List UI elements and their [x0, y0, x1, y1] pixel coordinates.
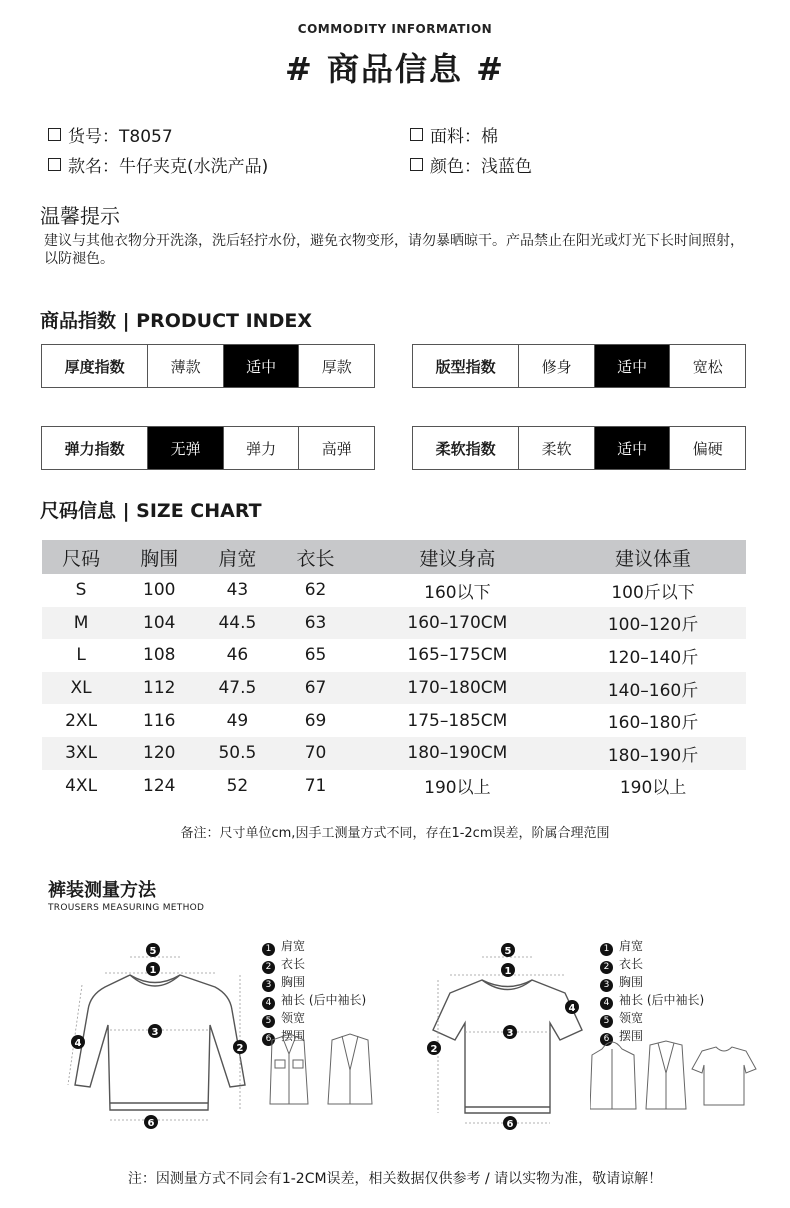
table-row: [42, 607, 746, 640]
size-note: 备注：尺寸单位cm,因手工测量方式不同，存在1-2cm误差，阶属合理范围: [180, 826, 610, 841]
checkbox-icon: [48, 128, 61, 141]
legend-item: 肩宽: [619, 939, 644, 953]
table-cell: 160–170CM: [355, 607, 560, 640]
table-cell: 2XL: [65, 710, 98, 731]
index-option: 宽松: [669, 345, 745, 387]
info-color: [410, 152, 532, 177]
legend-right: 1 肩宽 2 衣长 3 胸围 4 袖长 (后中袖长) 5 领宽 6 摆围: [600, 938, 704, 1046]
table-cell: 69: [304, 710, 327, 731]
table-cell: S: [75, 580, 87, 601]
index-option: 厚款: [298, 345, 374, 387]
legend-item: 胸围: [619, 975, 644, 989]
table-cell: 100–120斤: [560, 607, 746, 640]
table-row: [42, 574, 746, 607]
svg-text:2: 2: [236, 1043, 244, 1054]
index-label: 厚度指数: [64, 357, 125, 376]
sweater-outline: [75, 975, 245, 1110]
svg-text:3: 3: [506, 1028, 514, 1039]
tips-text: 建议与其他衣物分开洗涤，洗后轻拧水份，避免衣物变形，请勿暴晒晾干。产品禁止在阳光或灯光下长时间照射，以防褪色。: [44, 233, 744, 267]
table-cell: 49: [226, 710, 249, 731]
tips-title: 温馨提示: [40, 204, 120, 228]
legend-item: 衣长: [619, 957, 644, 971]
dim-line-4: [68, 985, 82, 1085]
style-text: 款名：牛仔夹克(水洗产品): [68, 157, 269, 177]
table-cell: 160–180斤: [607, 713, 699, 734]
legend-item: 摆围: [619, 1029, 644, 1043]
svg-text:6: 6: [147, 1118, 155, 1129]
table-cell: 112: [120, 672, 198, 705]
svg-text:4: 4: [74, 1038, 82, 1049]
legend-item: 摆围: [281, 1029, 306, 1043]
index-label: 版型指数: [435, 357, 496, 376]
size-col-header: 建议身高: [355, 540, 560, 574]
index-option-selected: 适中: [594, 427, 670, 469]
legend-item: 袖长 (后中袖长): [619, 993, 705, 1007]
index-option: 弹力: [223, 427, 299, 469]
collar-line: [482, 980, 532, 990]
size-table: [42, 540, 746, 802]
index-option-selected: 适中: [223, 345, 299, 387]
size-col-header: 胸围: [120, 540, 198, 574]
index-option-selected: 无弹: [147, 427, 223, 469]
table-row: [42, 639, 746, 672]
collar-line: [130, 975, 180, 986]
table-cell: 100斤以下: [611, 582, 695, 603]
table-row: [42, 672, 746, 705]
table-cell: 116: [143, 710, 176, 731]
table-cell: 140–160斤: [560, 672, 746, 705]
table-cell: 47.5: [198, 672, 276, 705]
measure-title: 裤装测量方法: [48, 880, 156, 901]
index-label: 弹力指数: [64, 439, 125, 458]
measure-subtitle: TROUSERS MEASURING METHOD: [48, 903, 205, 913]
table-cell: 63: [276, 607, 354, 640]
color-text: 颜色：浅蓝色: [430, 157, 532, 177]
table-cell: L: [76, 645, 86, 666]
svg-text:3: 3: [151, 1027, 159, 1038]
item-no-text: 货号：T8057: [68, 127, 173, 147]
info-material: [410, 122, 498, 147]
size-col-header: 建议体重: [560, 540, 746, 574]
table-cell: 120: [120, 737, 198, 770]
size-col-header: 尺码: [42, 540, 120, 574]
checkbox-icon: [410, 128, 423, 141]
index-option: 修身: [518, 345, 594, 387]
table-cell: 70: [276, 737, 354, 770]
table-cell: 180–190CM: [355, 737, 560, 770]
tshirt-outline: [430, 980, 582, 1113]
size-col-header: 衣长: [276, 540, 354, 574]
table-cell: 62: [304, 580, 327, 601]
svg-text:4: 4: [568, 1003, 576, 1014]
svg-text:1: 1: [149, 965, 157, 976]
info-style: [48, 152, 268, 177]
table-cell: 46: [226, 645, 249, 666]
index-option: 薄款: [147, 345, 223, 387]
table-cell: 100: [143, 580, 176, 601]
table-cell: 124: [143, 775, 176, 796]
table-cell: M: [42, 607, 120, 640]
table-cell: 108: [143, 645, 176, 666]
legend-item: 胸围: [281, 975, 306, 989]
garment-sketches: [590, 1035, 760, 1115]
index-option: 偏硬: [669, 427, 745, 469]
legend-left: 1 肩宽 2 衣长 3 胸围 4 袖长 (后中袖长) 5 领宽 6 摆围: [262, 938, 366, 1046]
checkbox-icon: [48, 158, 61, 171]
table-cell: 3XL: [42, 737, 120, 770]
footer-note: 注：因测量方式不同会有1-2CM误差，相关数据仅供参考 / 请以实物为准，敬请谅解！: [127, 1171, 663, 1187]
table-cell: 180–190斤: [560, 737, 746, 770]
svg-text:1: 1: [504, 966, 512, 977]
size-chart-heading: 尺码信息 | SIZE CHART: [40, 500, 262, 522]
jacket-sketch: [262, 1030, 382, 1110]
table-cell: 65: [304, 645, 327, 666]
table-cell: 190以上: [424, 778, 491, 799]
page-title: # 商品信息 #: [285, 50, 505, 88]
svg-text:5: 5: [504, 946, 512, 957]
sweater-diagram: [60, 935, 260, 1135]
info-item-no: [48, 122, 173, 147]
svg-text:2: 2: [430, 1044, 438, 1055]
table-cell: 170–180CM: [355, 672, 560, 705]
table-cell: 120–140斤: [607, 647, 699, 668]
table-cell: 190以上: [619, 778, 687, 799]
index-option: 高弹: [298, 427, 374, 469]
table-row: [42, 770, 746, 803]
legend-item: 袖长 (后中袖长): [281, 993, 367, 1007]
table-cell: XL: [42, 672, 120, 705]
table-cell: 52: [226, 775, 249, 796]
table-cell: 175–185CM: [407, 710, 508, 731]
size-table-header: [42, 540, 746, 574]
table-row: [42, 704, 746, 737]
index-label: 柔软指数: [435, 439, 496, 458]
table-cell: 67: [276, 672, 354, 705]
material-text: 面料：棉: [430, 127, 498, 147]
legend-item: 衣长: [281, 957, 306, 971]
size-col-header: 肩宽: [198, 540, 276, 574]
table-cell: 4XL: [65, 775, 98, 796]
table-cell: 160以下: [424, 582, 491, 603]
index-row-fit: [412, 344, 746, 388]
subtitle-en: COMMODITY INFORMATION: [297, 22, 493, 36]
product-index-heading: 商品指数 | PRODUCT INDEX: [40, 310, 312, 332]
table-cell: 50.5: [198, 737, 276, 770]
table-cell: 165–175CM: [407, 645, 508, 666]
index-row-thickness: [41, 344, 375, 388]
svg-text:5: 5: [149, 946, 157, 957]
checkbox-icon: [410, 158, 423, 171]
svg-text:6: 6: [506, 1119, 514, 1130]
table-cell: 104: [120, 607, 198, 640]
index-option-selected: 适中: [594, 345, 670, 387]
table-cell: 44.5: [198, 607, 276, 640]
tshirt-diagram: [420, 935, 590, 1135]
index-row-elasticity: [41, 426, 375, 470]
index-row-softness: [412, 426, 746, 470]
index-option: 柔软: [518, 427, 594, 469]
legend-item: 领宽: [281, 1011, 306, 1025]
legend-item: 肩宽: [281, 939, 306, 953]
legend-item: 领宽: [619, 1011, 644, 1025]
table-row: [42, 737, 746, 770]
table-cell: 43: [226, 580, 249, 601]
table-cell: 71: [304, 775, 327, 796]
